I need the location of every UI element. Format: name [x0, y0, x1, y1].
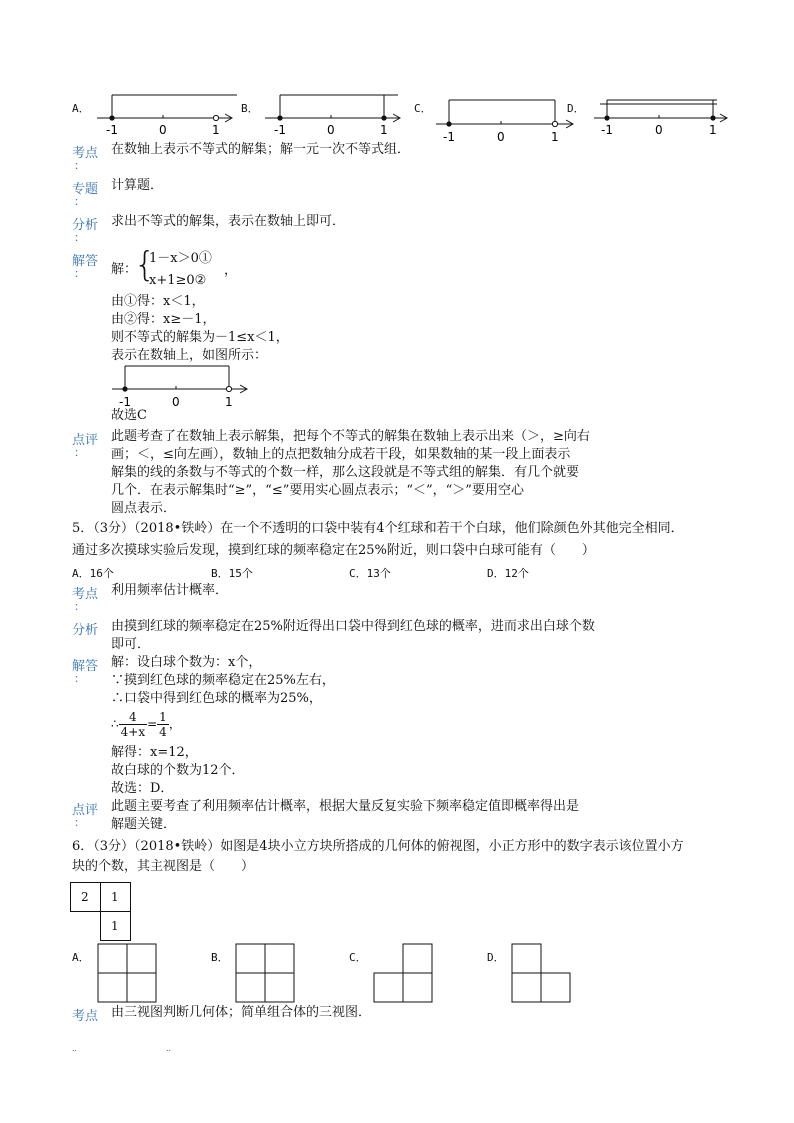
kaodian-label: 考点: [72, 146, 99, 161]
colon: ：: [74, 195, 85, 208]
colon: ：: [74, 231, 85, 244]
fraction-denominator: 4: [159, 725, 167, 739]
option-a-label: A．: [72, 102, 90, 115]
option-d-label: D．: [567, 102, 585, 115]
jieda-label: 解答: [72, 254, 99, 269]
equals-sign: =: [147, 717, 158, 731]
solution-line: ∴口袋中得到红色球的概率为25%，: [111, 691, 322, 706]
comment-line: 画；＜，≤向左画），数轴上的点把数轴分成若干段，如果数轴的某一段上面表示: [111, 447, 571, 462]
comment-line: 圆点表示．: [111, 501, 177, 516]
colon: ：: [74, 159, 85, 172]
number-line-b: [263, 92, 418, 140]
tick-label: 1: [212, 123, 220, 137]
colon: ：: [74, 816, 85, 829]
fraction-denominator: 4+x: [120, 725, 146, 739]
comma: ，: [224, 263, 238, 278]
inequality-1: 1－x＞0①: [149, 251, 212, 266]
front-view-c: [373, 943, 435, 1003]
dianping-label: 点评: [72, 803, 99, 818]
colon: ：: [74, 672, 85, 685]
solution-line: 则不等式的解集为－1≤x＜1，: [111, 330, 289, 345]
kaodian-text: 由三视图判断几何体；简单组合体的三视图．: [111, 1005, 372, 1020]
grid-cell: 1: [100, 882, 131, 912]
option-b: B．15个: [211, 567, 253, 580]
tick-label: 0: [327, 123, 335, 137]
hollow-dot: [213, 115, 218, 120]
tick-label: 0: [159, 123, 167, 137]
answer-text: 故选C: [111, 408, 147, 423]
front-view-a: [97, 943, 159, 1003]
number-line-d: [592, 94, 732, 140]
kaodian-label: 考点: [72, 1009, 99, 1024]
grid-cell: 1: [100, 911, 131, 941]
question-6-stem: 6．（3分）（2018•铁岭）如图是4块小立方块所搭成的几何体的俯视图，小正方形中的数字表示该位置小方: [72, 839, 684, 854]
colon: ：: [74, 600, 85, 613]
footer-mark: ..: [166, 1044, 172, 1053]
fenxi-text: 即可．: [111, 637, 151, 652]
tick-label: 1: [380, 123, 388, 137]
front-view-b: [235, 943, 297, 1003]
solution-line: 解：设白球个数为：x个，: [111, 655, 262, 670]
zhuanti-label: 专题: [72, 182, 99, 197]
solution-line: 表示在数轴上，如图所示：: [111, 348, 268, 363]
inequality-2: x+1≥0②: [149, 273, 207, 288]
solid-dot: [109, 115, 114, 120]
fenxi-label: 分析: [72, 623, 99, 638]
fraction-equation: ∴ $\frac{4}{4+x}$ = $\frac{1}{4}$ ，: [111, 710, 181, 739]
zhuanti-text: 计算题．: [111, 178, 164, 193]
solution-line: 由①得：x＜1，: [111, 294, 205, 309]
fenxi-label: 分析: [72, 218, 99, 233]
tick-label: -1: [443, 130, 455, 144]
fraction-numerator: 1: [159, 710, 167, 724]
brace-icon: {: [134, 245, 156, 285]
solution-number-line: [110, 363, 255, 411]
question-5-stem: 通过多次摸球实验后发现，摸到红球的频率稳定在25%附近，则口袋中白球可能有（ ）: [72, 543, 595, 558]
tick-label: -1: [106, 123, 118, 137]
option-c-label: C．: [349, 951, 367, 964]
colon: ：: [74, 446, 85, 459]
kaodian-label: 考点: [72, 587, 99, 602]
comment-line: 此题考查了在数轴上表示解集，把每个不等式的解集在数轴上表示出来（＞，≥向右: [111, 429, 590, 444]
therefore-sign: ∴: [111, 717, 119, 731]
solution-line: ∵摸到红色球的频率稳定在25%左右，: [111, 673, 335, 688]
solution-prefix: 解：: [111, 262, 138, 277]
tick-label: 1: [709, 123, 717, 137]
tick-label: 1: [225, 395, 233, 409]
comment-line: 解集的线的条数与不等式的个数一样，那么这段就是不等式组的解集．有几个就要: [111, 465, 580, 480]
tick-label: -1: [601, 123, 613, 137]
tick-label: 0: [655, 123, 663, 137]
option-b-label: B．: [241, 102, 259, 115]
comment-line: 此题主要考查了利用频率估计概率，根据大量反复实验下频率稳定值即概率得出是: [111, 799, 580, 814]
tick-label: 0: [497, 130, 505, 144]
solution-line: 解得：x=12，: [111, 745, 198, 760]
question-6-stem: 块的个数，其主视图是（ ）: [72, 859, 255, 874]
fraction-numerator: 4: [119, 710, 147, 725]
jieda-label: 解答: [72, 659, 99, 674]
comment-line: 解题关键．: [111, 817, 177, 832]
comment-line: 几个．在表示解集时“≥”，“≤”要用实心圆点表示；“＜”，“＞”要用空心: [111, 483, 524, 498]
tick-label: 0: [172, 395, 180, 409]
footer-mark: ..: [72, 1044, 78, 1053]
tick-label: 1: [551, 130, 559, 144]
option-c-label: C．: [414, 102, 432, 115]
solution-line: 故白球的个数为12个．: [111, 763, 245, 778]
question-5-stem: 5．（3分）（2018•铁岭）在一个不透明的口袋中装有4个红球和若干个白球，他们除颜色外其他完全相同．: [72, 521, 684, 536]
fenxi-text: 求出不等式的解集，表示在数轴上即可．: [111, 214, 346, 229]
solution-line: 由②得：x≥－1，: [111, 312, 216, 327]
number-line-c: [434, 96, 574, 146]
option-d: D．12个: [487, 567, 529, 580]
solution-line: 故选：D．: [111, 781, 174, 796]
option-d-label: D．: [487, 951, 505, 964]
option-a-label: A．: [72, 951, 90, 964]
kaodian-text: 利用频率估计概率．: [111, 583, 229, 598]
option-b-label: B．: [211, 951, 229, 964]
dianping-label: 点评: [72, 433, 99, 448]
front-view-d: [511, 943, 573, 1003]
grid-cell: 2: [70, 882, 101, 912]
option-c: C．13个: [349, 567, 391, 580]
option-a: A．16个: [72, 567, 114, 580]
colon: ：: [74, 267, 85, 280]
fenxi-text: 由摸到红球的频率稳定在25%附近得出口袋中得到红色球的概率，进而求出白球个数: [111, 619, 595, 634]
kaodian-text: 在数轴上表示不等式的解集；解一元一次不等式组．: [111, 142, 411, 157]
number-line-a: [95, 92, 240, 140]
tick-label: -1: [119, 395, 131, 409]
tick-label: -1: [274, 123, 286, 137]
